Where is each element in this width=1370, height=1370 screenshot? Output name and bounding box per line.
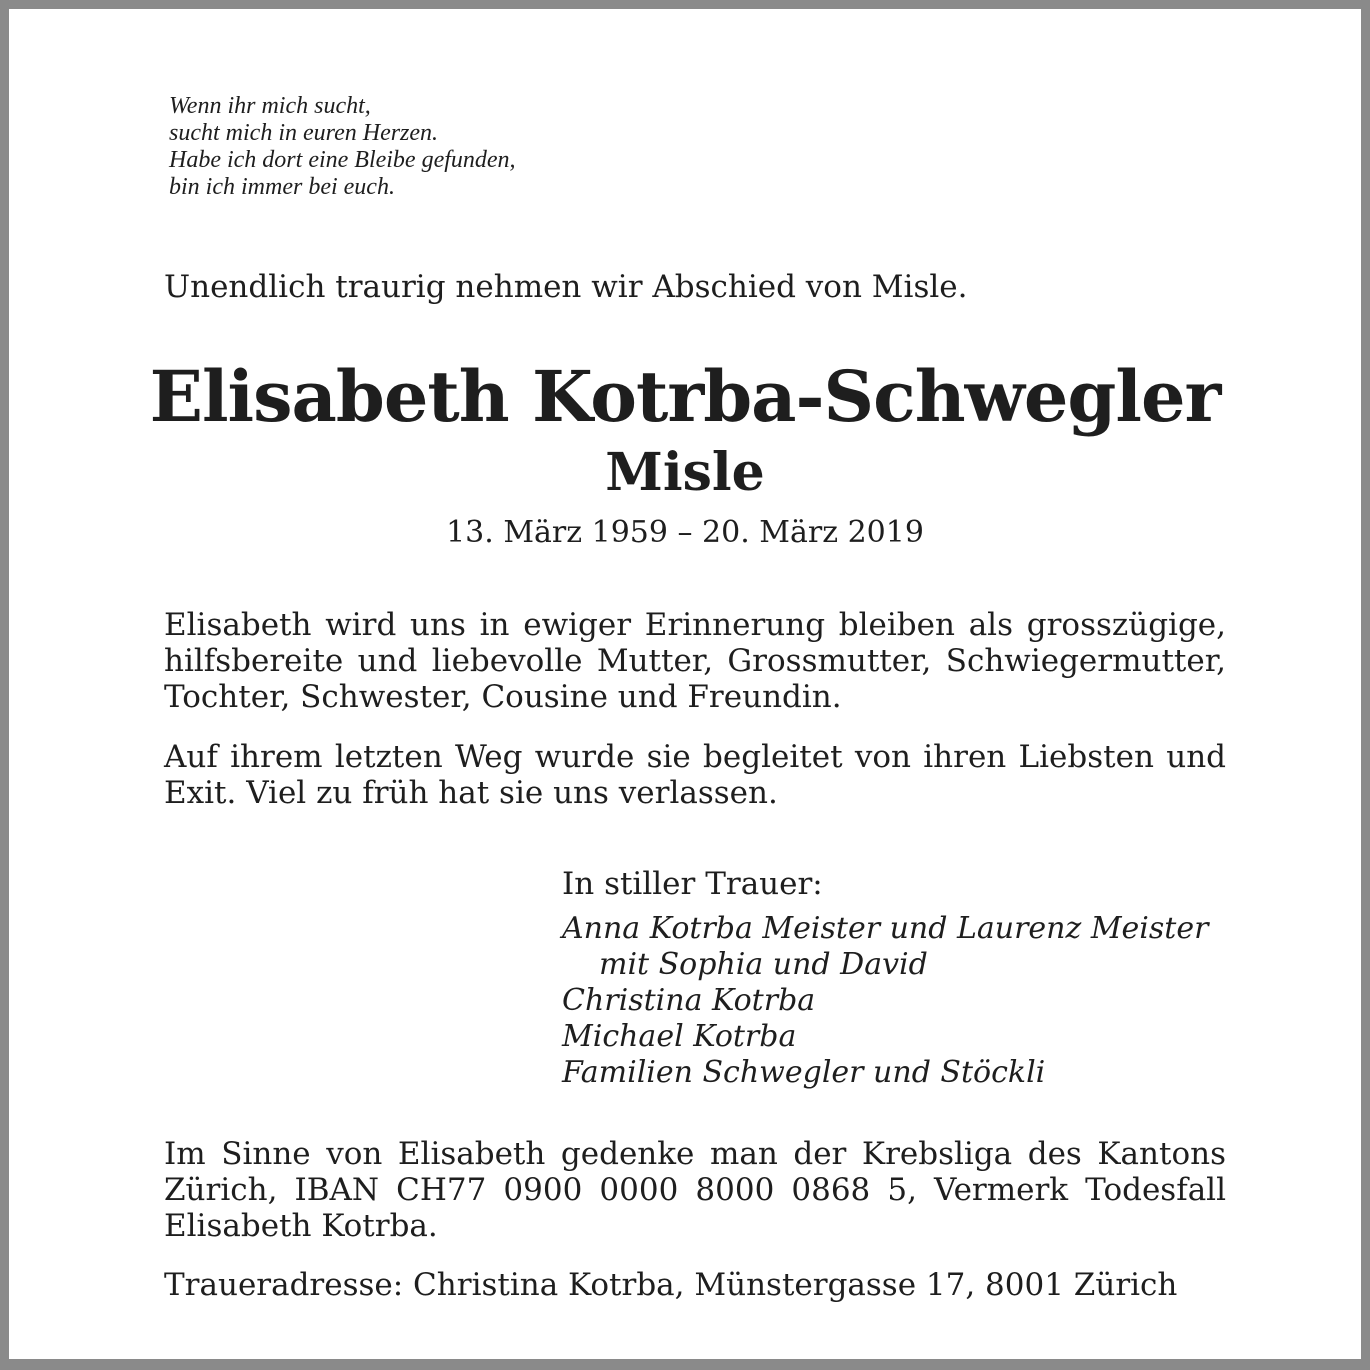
mourners-heading: In stiller Trauer:: [562, 866, 823, 902]
deceased-name: Elisabeth Kotrba-Schwegler: [149, 355, 1221, 438]
mourner-name: Anna Kotrba Meister und Laurenz Meister: [562, 911, 1209, 946]
remembrance-paragraph: Elisabeth wird uns in ewiger Erinnerung bleiben als grosszügige, hilfsbereite und liebevolle Mutter, Grossmutter, Schwiegermutter, Tochter, Schwester, Cousine und Freundin.: [164, 607, 1226, 715]
mourner-name: Christina Kotrba: [562, 983, 816, 1018]
deceased-nickname: Misle: [605, 442, 765, 503]
poem-line: sucht mich in euren Herzen.: [169, 120, 439, 146]
intro-text: Unendlich traurig nehmen wir Abschied von Misle.: [164, 269, 968, 305]
last-way-paragraph: Auf ihrem letzten Weg wurde sie begleitet von ihren Liebsten und Exit. Viel zu früh hat sie uns verlassen.: [164, 739, 1226, 811]
poem-line: Wenn ihr mich sucht,: [169, 93, 371, 119]
poem: [169, 93, 729, 201]
life-dates: 13. März 1959 – 20. März 2019: [446, 515, 924, 550]
poem-line: Habe ich dort eine Bleibe gefunden,: [169, 147, 516, 173]
mourning-address: Traueradresse: Christina Kotrba, Münstergasse 17, 8001 Zürich: [164, 1267, 1178, 1303]
mourner-name: Familien Schwegler und Stöckli: [562, 1055, 1046, 1090]
poem-line: bin ich immer bei euch.: [169, 174, 395, 200]
donation-paragraph: Im Sinne von Elisabeth gedenke man der Krebsliga des Kantons Zürich, IBAN CH77 0900 0000 8000 0868 5, Vermerk Todesfall Elisabeth Kotrba.: [164, 1136, 1226, 1244]
mourner-name: Michael Kotrba: [562, 1019, 797, 1054]
mourner-name: mit Sophia und David: [599, 947, 928, 982]
mourners-list: [562, 911, 1242, 1091]
mourners-block: [562, 866, 1242, 1091]
